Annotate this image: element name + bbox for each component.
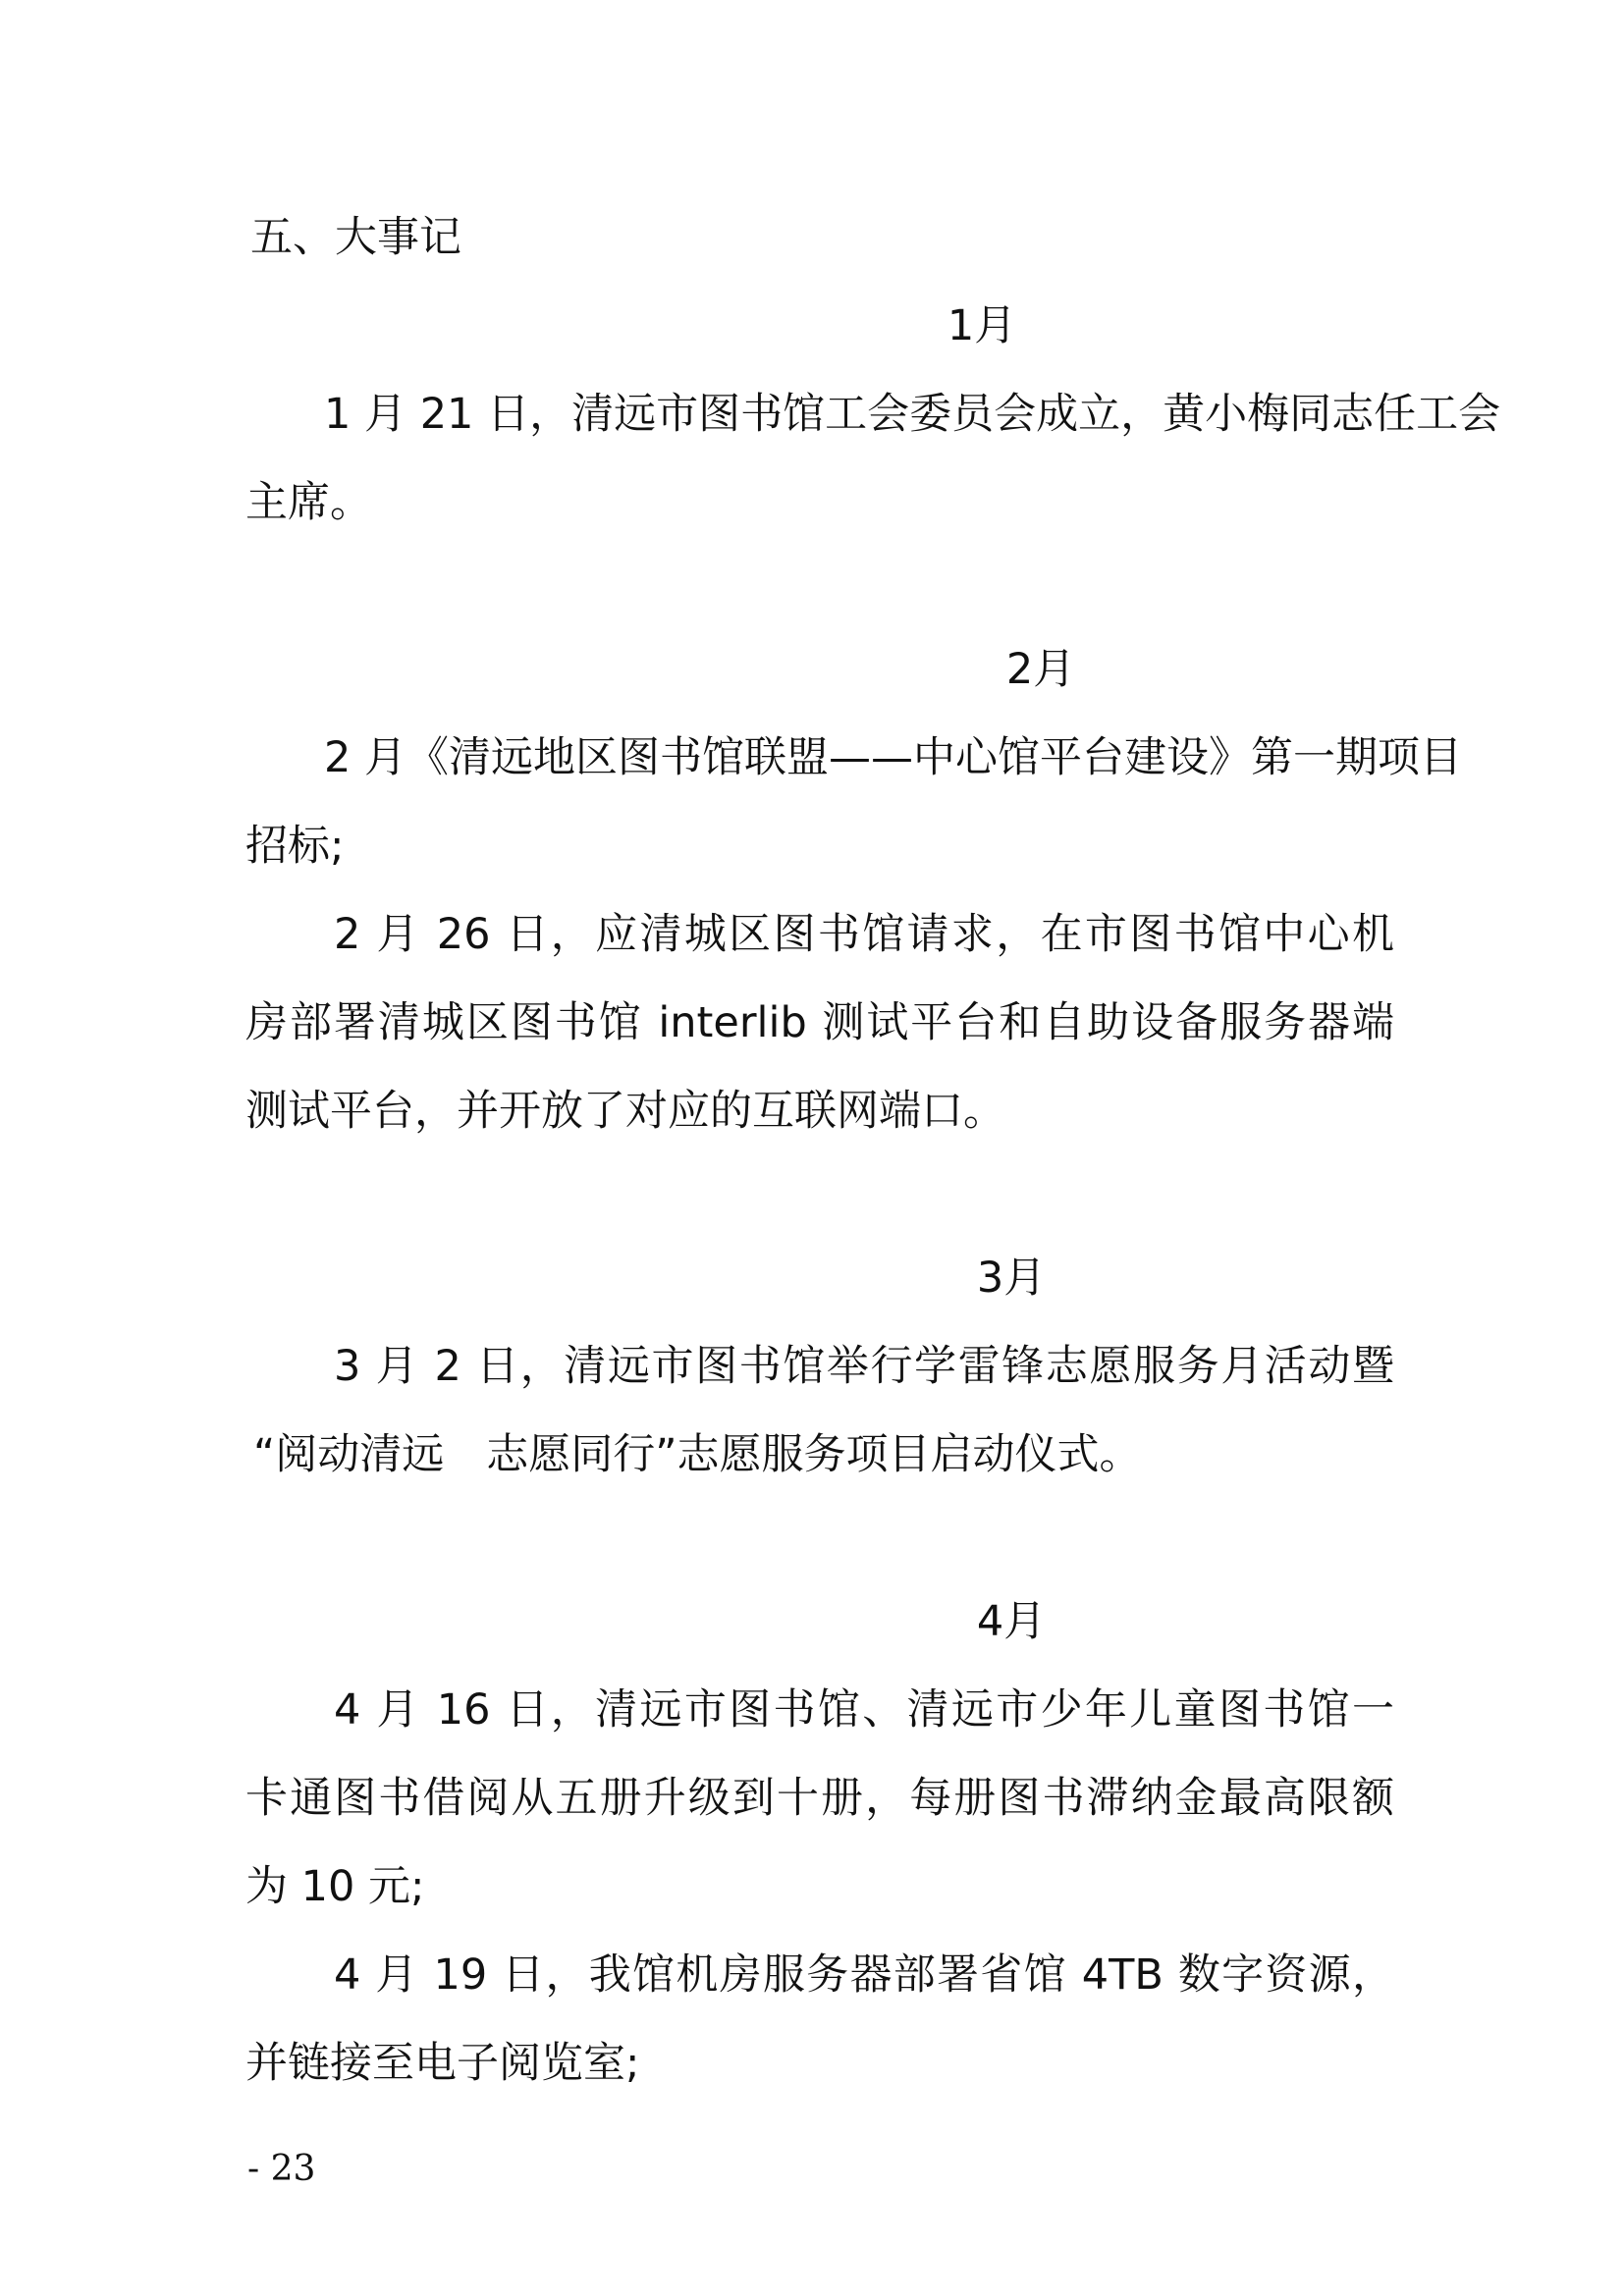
paragraph-line: 2 月《清远地区图书馆联盟——中心馆平台建设》第一期项目: [324, 733, 1463, 782]
paragraph-line: 卡通图书借阅从五册升级到十册，每册图书滞纳金最高限额: [245, 1774, 1394, 1823]
month-heading-mar: 3月: [976, 1254, 1047, 1303]
page-number: - 23: [247, 2149, 316, 2189]
month-heading-apr: 4月: [976, 1597, 1047, 1646]
paragraph-line: 并链接至电子阅览室;: [245, 2039, 640, 2088]
paragraph-line: 测试平台，并开放了对应的互联网端口。: [245, 1087, 1005, 1136]
paragraph-line: 4 月 19 日，我馆机房服务器部署省馆 4TB 数字资源，: [334, 1950, 1394, 2000]
section-title: 五、大事记: [250, 213, 461, 262]
paragraph-line: 3 月 2 日，清远市图书馆举行学雷锋志愿服务月活动暨: [334, 1342, 1394, 1391]
paragraph-line: 房部署清城区图书馆 interlib 测试平台和自助设备服务器端: [245, 998, 1394, 1047]
month-heading-jan: 1月: [947, 301, 1017, 350]
month-heading-feb: 2月: [1005, 645, 1076, 694]
paragraph-line: 4 月 16 日，清远市图书馆、清远市少年儿童图书馆一: [334, 1685, 1394, 1735]
paragraph-line: 主席。: [245, 478, 372, 527]
paragraph-line: 1 月 21 日，清远市图书馆工会委员会成立，黄小梅同志任工会: [324, 390, 1501, 439]
paragraph-line: 招标;: [245, 822, 345, 871]
paragraph-line: 2 月 26 日，应清城区图书馆请求，在市图书馆中心机: [334, 910, 1394, 959]
paragraph-line: “阅动清远 志愿同行”志愿服务项目启动仪式。: [253, 1430, 1142, 1479]
paragraph-line: 为 10 元;: [245, 1862, 425, 1911]
